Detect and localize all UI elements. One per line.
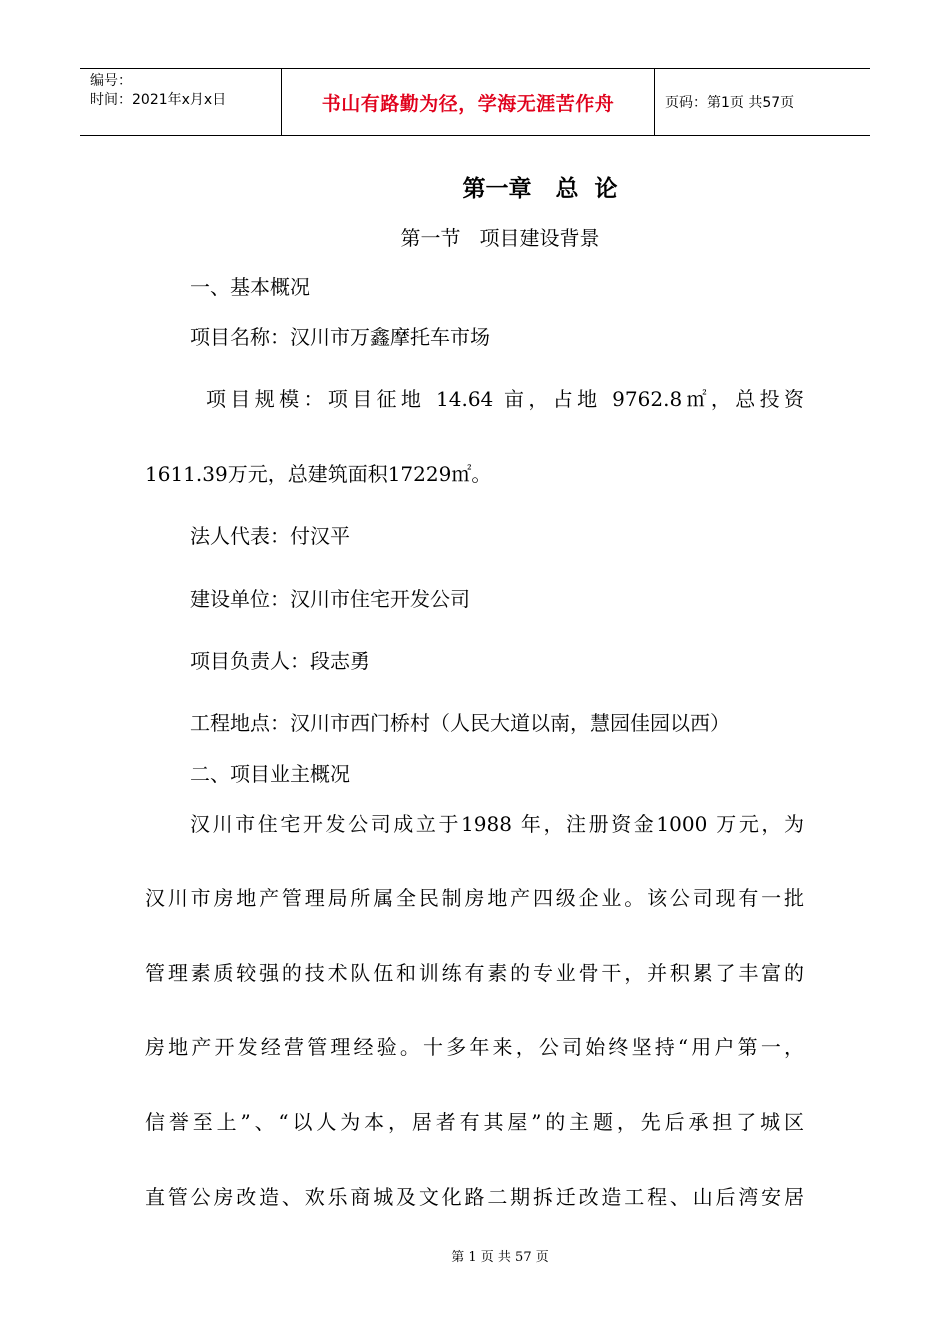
paragraph-line-5: 信誉至上”、“以人为本，居者有其屋”的主题，先后承担了城区 <box>145 1110 804 1134</box>
paragraph-line-4: 房地产开发经营管理经验。十多年来，公司始终坚持“用户第一， <box>145 1035 804 1059</box>
legal-representative-line: 法人代表：付汉平 <box>190 524 350 548</box>
project-scale-line-1: 项目规模：项目征地 14.64 亩，占地 9762.8㎡，总投资 <box>206 387 804 411</box>
construction-unit-line: 建设单位：汉川市住宅开发公司 <box>190 587 470 611</box>
header-page-info: 页码：第1页 共57页 <box>665 95 795 111</box>
project-scale-line-2: 1611.39万元，总建筑面积17229㎡。 <box>145 462 492 486</box>
header-number: 编号： <box>90 73 132 89</box>
chapter-title: 第一章 总 论 <box>462 175 618 202</box>
heading-basic-overview: 一、基本概况 <box>190 275 310 299</box>
paragraph-line-2: 汉川市房地产管理局所属全民制房地产四级企业。该公司现有一批 <box>145 886 804 910</box>
project-manager-line: 项目负责人：段志勇 <box>190 649 370 673</box>
paragraph-line-6: 直管公房改造、欢乐商城及文化路二期拆迁改造工程、山后湾安居 <box>145 1185 804 1209</box>
paragraph-line-1: 汉川市住宅开发公司成立于1988 年，注册资金1000 万元，为 <box>190 812 804 836</box>
header-time: 时间：2021年x月x日 <box>90 92 227 108</box>
heading-owner-overview: 二、项目业主概况 <box>190 762 350 786</box>
page-footer: 第 1 页 共 57 页 <box>451 1250 549 1265</box>
header-meta <box>80 69 282 135</box>
project-name-line: 项目名称：汉川市万鑫摩托车市场 <box>190 325 490 349</box>
project-location-line: 工程地点：汉川市西门桥村（人民大道以南，慧园佳园以西） <box>190 711 730 735</box>
paragraph-line-3: 管理素质较强的技术队伍和训练有素的专业骨干，并积累了丰富的 <box>145 961 804 985</box>
section-title: 第一节 项目建设背景 <box>400 226 600 250</box>
header-motto: 书山有路勤为径，学海无涯苦作舟 <box>282 69 655 135</box>
page-header <box>80 68 870 136</box>
